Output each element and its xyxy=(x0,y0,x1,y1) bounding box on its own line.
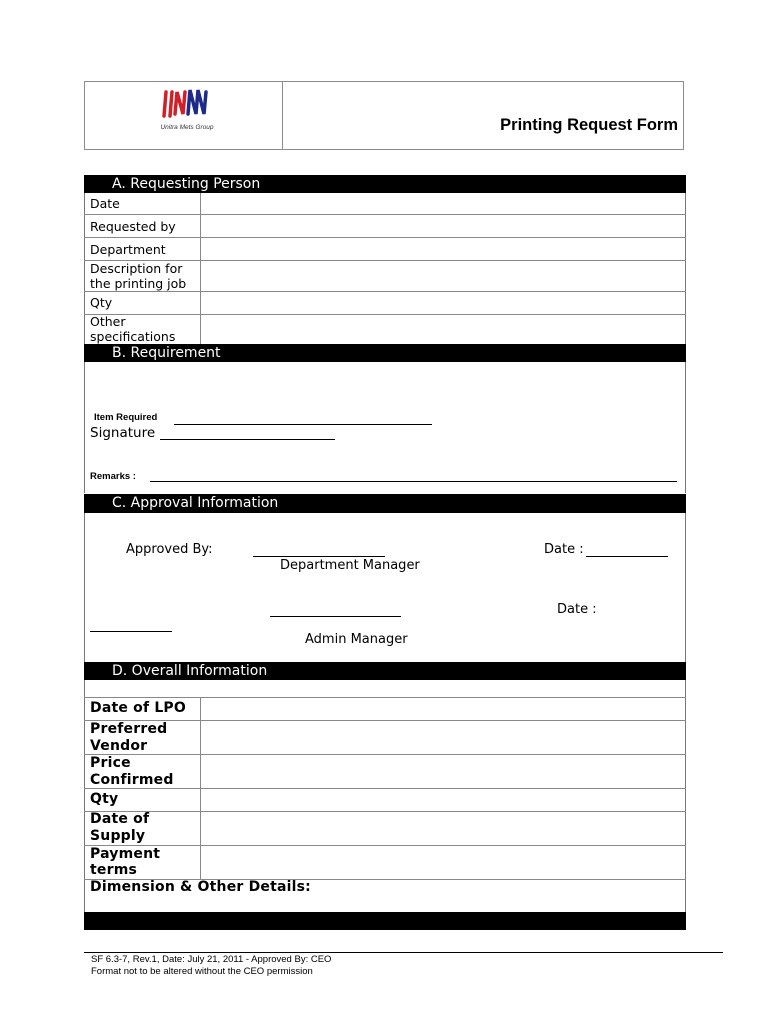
date-of-lpo-field[interactable] xyxy=(202,699,684,719)
date-line-1[interactable] xyxy=(586,556,668,557)
remarks-label: Remarks : xyxy=(90,471,136,482)
section-b-box xyxy=(84,362,686,493)
date-label: Date xyxy=(90,196,120,211)
department-field[interactable] xyxy=(202,239,684,259)
qty-label: Qty xyxy=(90,295,113,310)
date-of-supply-field[interactable] xyxy=(202,813,684,844)
other-spec-field[interactable] xyxy=(202,316,684,344)
date-label-2: Date : xyxy=(557,602,597,617)
row-divider xyxy=(84,788,686,789)
price-confirmed-label-line2: Confirmed xyxy=(90,772,174,788)
row-divider xyxy=(84,314,686,315)
date-label-1: Date : xyxy=(544,542,584,557)
footer-revision-text: SF 6.3-7, Rev.1, Date: July 21, 2011 - Approved By: CEO xyxy=(91,954,332,965)
payment-terms-field[interactable] xyxy=(202,847,684,878)
description-field[interactable] xyxy=(202,262,684,290)
department-label: Department xyxy=(90,242,166,257)
date-field[interactable] xyxy=(202,195,684,213)
dept-manager-signature-line[interactable] xyxy=(253,556,385,557)
preferred-vendor-label-line2: Vendor xyxy=(90,738,148,754)
row-divider xyxy=(84,754,686,755)
section-b-header: B. Requirement xyxy=(84,344,686,362)
requested-by-field[interactable] xyxy=(202,216,684,236)
logo-text: Unitra Mets Group xyxy=(160,124,214,131)
qty-field[interactable] xyxy=(202,293,684,313)
admin-manager-signature-line[interactable] xyxy=(270,616,401,617)
header-divider xyxy=(282,81,283,150)
dimension-details-field[interactable] xyxy=(86,896,684,911)
footer-rule xyxy=(84,952,723,953)
admin-manager-label: Admin Manager xyxy=(305,632,408,647)
description-label-line1: Description for xyxy=(90,261,183,276)
footer-permission-text: Format not to be altered without the CEO permission xyxy=(91,966,313,977)
section-d-footer-bar xyxy=(84,912,686,930)
preferred-vendor-label-line1: Preferred xyxy=(90,721,168,737)
date-of-lpo-label: Date of LPO xyxy=(90,700,186,716)
item-required-line[interactable] xyxy=(174,424,432,425)
company-logo xyxy=(150,84,220,144)
date-of-supply-label-line2: Supply xyxy=(90,828,146,844)
approved-by-label: Approved By: xyxy=(126,542,213,557)
row-divider xyxy=(84,720,686,721)
section-d-header: D. Overall Information xyxy=(84,662,686,680)
dimension-details-label: Dimension & Other Details: xyxy=(90,879,311,895)
qty-d-label: Qty xyxy=(90,791,119,807)
row-divider xyxy=(84,811,686,812)
row-divider xyxy=(84,845,686,846)
payment-terms-label-line1: Payment xyxy=(90,846,161,862)
date-of-supply-label-line1: Date of xyxy=(90,811,150,827)
section-a-column-divider xyxy=(200,193,201,345)
requested-by-label: Requested by xyxy=(90,219,176,234)
price-confirmed-field[interactable] xyxy=(202,756,684,787)
other-spec-label-line2: specifications xyxy=(90,329,176,344)
signature-line[interactable] xyxy=(160,439,335,440)
price-confirmed-label-line1: Price xyxy=(90,755,131,771)
qty-d-field[interactable] xyxy=(202,790,684,810)
department-manager-label: Department Manager xyxy=(280,558,420,573)
preferred-vendor-field[interactable] xyxy=(202,722,684,753)
section-c-header: C. Approval Information xyxy=(84,494,686,513)
remarks-line[interactable] xyxy=(150,481,677,482)
form-title: Printing Request Form xyxy=(500,116,678,134)
row-divider xyxy=(84,291,686,292)
payment-terms-label-line2: terms xyxy=(90,862,138,878)
row-divider xyxy=(84,214,686,215)
row-divider xyxy=(84,697,686,698)
item-required-label: Item Required xyxy=(94,412,158,423)
section-a-header: A. Requesting Person xyxy=(84,175,686,193)
date-line-2[interactable] xyxy=(90,631,172,632)
signature-label: Signature xyxy=(90,425,156,441)
row-divider xyxy=(84,237,686,238)
description-label-line2: the printing job xyxy=(90,276,187,291)
other-spec-label-line1: Other xyxy=(90,314,126,329)
